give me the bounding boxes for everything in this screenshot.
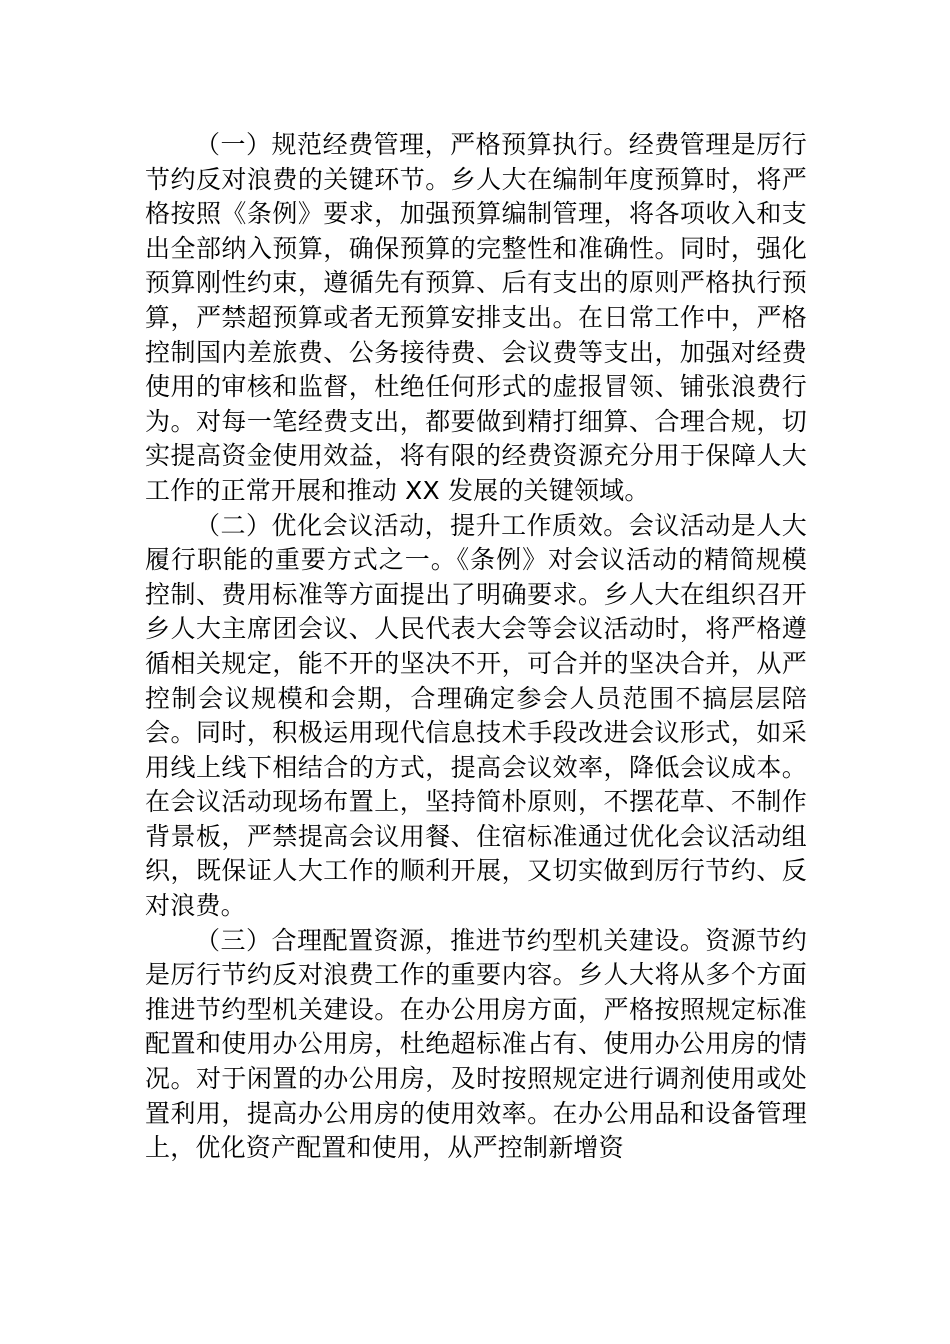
- paragraph-meeting-optimization: （二）优化会议活动，提升工作质效。会议活动是人大履行职能的重要方式之一。《条例》对会议活动的精简规模控制、费用标准等方面提出了明确要求。乡人大在组织召开乡人大主席团会议、人民代表大会等会议活动时，将严格遵循相关规定，能不开的坚决不开，可合并的坚决合并，从严控制会议规模和会期，合理确定参会人员范围不搞层层陪会。同时，积极运用现代信息技术手段改进会议形式，如采用线上线下相结合的方式，提高会议效率，降低会议成本。在会议活动现场布置上，坚持简朴原则，不摆花草、不制作背景板，严禁提高会议用餐、住宿标准通过优化会议活动组织，既保证人大工作的顺利开展，又切实做到厉行节约、反对浪费。: [145, 510, 807, 921]
- document-body: [145, 128, 807, 1166]
- paragraph-budget-management: （一）规范经费管理，严格预算执行。经费管理是厉行节约反对浪费的关键环节。乡人大在编制年度预算时，将严格按照《条例》要求，加强预算编制管理，将各项收入和支出全部纳入预算，确保预算的完整性和准确性。同时，强化预算刚性约束，遵循先有预算、后有支出的原则严格执行预算，严禁超预算或者无预算安排支出。在日常工作中，严格控制国内差旅费、公务接待费、会议费等支出，加强对经费使用的审核和监督，杜绝任何形式的虚报冒领、铺张浪费行为。对每一笔经费支出，都要做到精打细算、合理合规，切实提高资金使用效益，将有限的经费资源充分用于保障人大工作的正常开展和推动 XX 发展的关键领域。: [145, 130, 807, 505]
- paragraph-resource-allocation: （三）合理配置资源，推进节约型机关建设。资源节约是厉行节约反对浪费工作的重要内容。乡人大将从多个方面推进节约型机关建设。在办公用房方面，严格按照规定标准配置和使用办公用房，杜绝超标准占有、使用办公用房的情况。对于闲置的办公用房，及时按照规定进行调剂使用或处置利用，提高办公用房的使用效率。在办公用品和设备管理上，优化资产配置和使用，从严控制新增资: [145, 925, 807, 1163]
